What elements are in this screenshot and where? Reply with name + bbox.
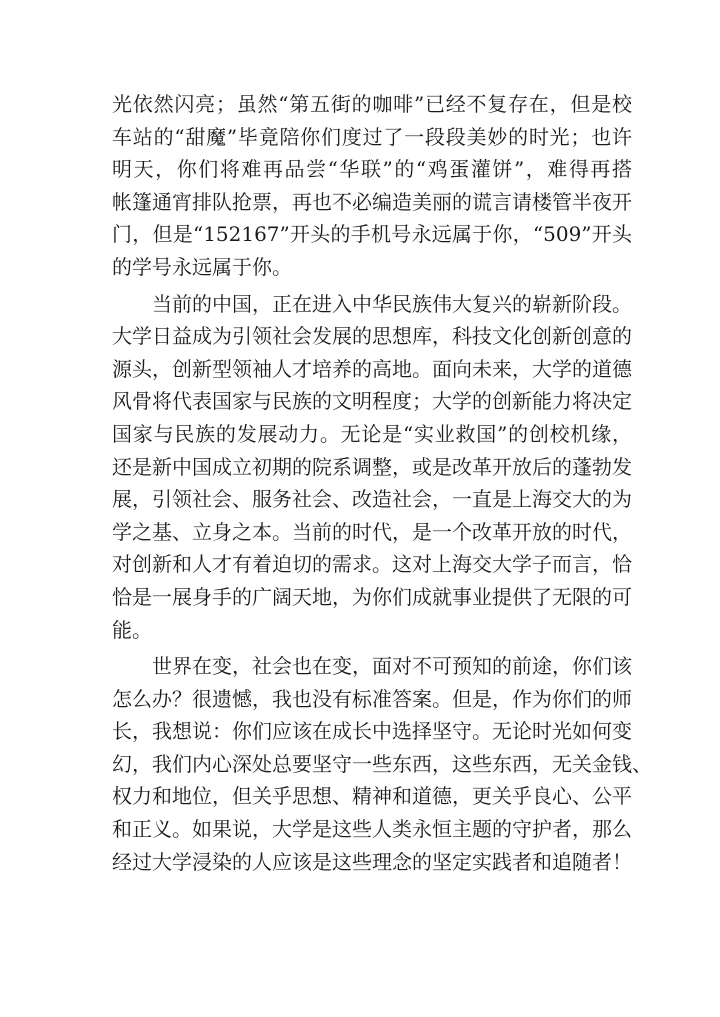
document-body (112, 88, 652, 882)
text-line: 权力和地位，但关乎思想、精神和道德，更关乎良心、公平 (112, 784, 632, 809)
text-line: 能。 (112, 617, 152, 642)
paragraph-1 (112, 88, 632, 284)
text-line: 光依然闪亮；虽然“第五街的咖啡”已经不复存在，但是校 (112, 92, 632, 116)
text-line: 国家与民族的发展动力。无论是“实业救国”的创校机缘， (112, 421, 632, 446)
text-line: 和正义。如果说，大学是这些人类永恒主题的守护者，那么 (112, 817, 632, 842)
text-line: 经过大学浸染的人应该是这些理念的坚定实践者和追随者！ (112, 849, 632, 874)
paragraph-3 (112, 650, 652, 878)
text-line: 怎么办？很遗憾，我也没有标准答案。但是，作为你们的师 (112, 686, 632, 711)
text-line: 明天，你们将难再品尝“华联”的“鸡蛋灌饼”，难得再搭 (112, 157, 632, 182)
text-line: 还是新中国成立初期的院系调整，或是改革开放后的蓬勃发 (112, 454, 632, 479)
text-line: 帐篷通宵排队抢票，再也不必编造美丽的谎言请楼管半夜开 (112, 189, 632, 214)
text-line: 大学日益成为引领社会发展的思想库，科技文化创新创意的 (112, 324, 632, 349)
text-line: 当前的中国，正在进入中华民族伟大复兴的崭新阶段。 (152, 291, 632, 316)
text-line: 幻，我们内心深处总要坚守一些东西，这些东西，无关金钱、 (112, 751, 652, 776)
text-line: 源头，创新型领袖人才培养的高地。面向未来，大学的道德 (112, 356, 632, 381)
text-line: 恰是一展身手的广阔天地，为你们成就事业提供了无限的可 (112, 584, 632, 609)
text-line: 展，引领社会、服务社会、改造社会，一直是上海交大的为 (112, 487, 632, 512)
text-line: 对创新和人才有着迫切的需求。这对上海交大学子而言，恰 (112, 552, 632, 577)
text-line: 学之基、立身之本。当前的时代，是一个改革开放的时代， (112, 519, 632, 544)
text-line: 长，我想说：你们应该在成长中选择坚守。无论时光如何变 (112, 719, 632, 744)
text-line: 的学号永远属于你。 (112, 254, 292, 279)
text-line: 车站的“甜魔”毕竟陪你们度过了一段段美妙的时光；也许 (112, 124, 632, 149)
text-line: 世界在变，社会也在变，面对不可预知的前途，你们该 (152, 654, 632, 679)
paragraph-2 (112, 288, 632, 647)
text-line: 门，但是“152167”开头的手机号永远属于你，“509”开头 (112, 222, 632, 247)
text-line: 风骨将代表国家与民族的文明程度；大学的创新能力将决定 (112, 389, 632, 414)
